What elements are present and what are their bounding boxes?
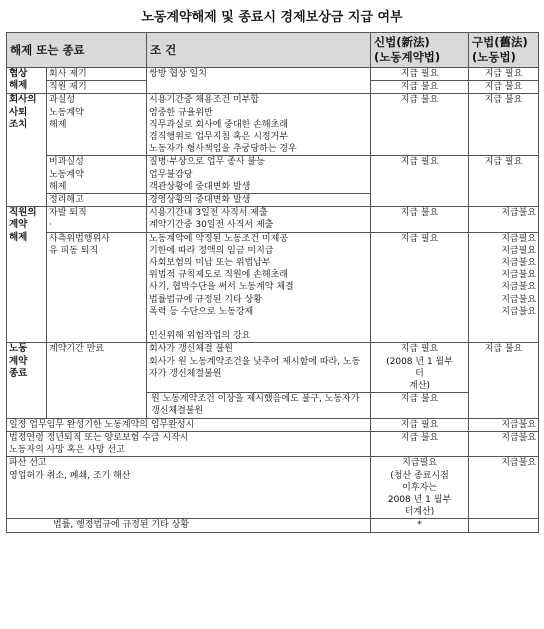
table-row: [7, 232, 539, 343]
cat-employee: 직원의 계약 해제: [7, 207, 47, 343]
old-law-value: 지급불요: [469, 431, 539, 456]
table-row: [7, 68, 539, 81]
old-law-value: 지급 필요: [469, 68, 539, 81]
sub-layoff: 정리해고: [47, 194, 147, 207]
cond-other-law: 법률, 행정법규에 규정된 기타 상황: [7, 519, 371, 532]
table-row: [7, 431, 539, 456]
old-law-value: 지급 필요: [469, 156, 539, 207]
table-row: [7, 418, 539, 431]
header-new-law: 신법(新法) (노동계약법): [371, 33, 469, 68]
new-law-value: 지급 불요: [371, 431, 469, 456]
sub-expiry: 계약기간 만료: [47, 343, 147, 418]
cond-expiry-1: 회사가 갱신체결 불원 회사가 원 노동계약조건을 낮추어 제시함에 따라, 노동자가 갱신체결불원: [147, 343, 371, 393]
cat-employer: 회사의 사퇴 조치: [7, 94, 47, 207]
cond-voluntary: 시용기간내 3일전 사직서 제출 계약기간중 30일전 사직서 제출: [147, 207, 371, 232]
cat-termination: 노동 계약 종료: [7, 343, 47, 418]
header-row: [7, 33, 539, 68]
new-law-value: 지급 필요: [371, 232, 469, 343]
cond-retirement: 법정연령 정년퇴직 또는 양로보험 수급 시작시 노동자의 사망 혹은 사망 선고: [7, 431, 371, 456]
new-law-value: 지급 필요 (2008 년 1 월부 터 계산): [371, 343, 469, 393]
new-law-value: 지급필요 (청산 종료시점 이후자는 2008 년 1 월부 터계산): [371, 457, 469, 519]
new-law-value: 지급 불요: [371, 393, 469, 418]
new-law-value: *: [371, 519, 469, 532]
new-law-value: 지급 필요: [371, 156, 469, 207]
sub-forced: 사측위법행위사 유 피동 퇴직: [47, 232, 147, 343]
cond-economic: 경영상황의 중대변화 발생: [147, 194, 371, 207]
severance-table: [6, 32, 539, 533]
old-law-values: 지급필요 지급필요 지급불요 지급불요 지급불요 지급불요 지급불요: [469, 232, 539, 343]
cond-task-done: 일정 업무임무 완성기한 노동계약의 임무완성시: [7, 418, 371, 431]
new-law-value: 지급 불요: [371, 207, 469, 232]
cond-bankruptcy: 파산 선고 영업허가 취소, 폐쇄, 조기 해산: [7, 457, 371, 519]
old-law-value: 지급 불요: [469, 343, 539, 418]
old-law-value: 지급불요: [469, 418, 539, 431]
cond-fault: 시용기간중 채용조건 미부합 엄중한 규율위반 직무과실로 회사에 중대한 손해초래 겸직행위로 업무지침 혹은 시정거부 노동자가 형사책임을 추궁당하는 경우: [147, 94, 371, 156]
sub-company-proposed: 회사 제기: [47, 68, 147, 81]
cond-expiry-2: 원 노동계약조건 이상을 제시했음에도 불구, 노동자가 갱신체결불원: [147, 393, 371, 418]
table-row: [7, 156, 539, 194]
sub-fault: 과실성 노동계약 해제: [47, 94, 147, 156]
cond-mutual: 쌍방 협상 일치: [147, 68, 371, 94]
old-law-value: 지급불요: [469, 457, 539, 519]
header-type: 해제 또는 종료: [7, 33, 147, 68]
cat-mutual: 협상 해제: [7, 68, 47, 94]
document-title: 노동계약해제 및 종료시 경제보상금 지급 여부: [141, 10, 403, 25]
new-law-value: 지급 불요: [371, 94, 469, 156]
table-row: [7, 519, 539, 532]
table-row: [7, 457, 539, 519]
cond-forced: 노동계약에 약정된 노동조건 미제공 기한에 따라 정액의 임금 미지급 사회보험의 미납 또는 위법납부 위법적 규칙제도로 직원에 손해초래 사기, 협박수단을 써서 노동계약 체결 법률법규에 규정된 기타 상황 폭력 등 수단으로 노동강제 인신위해 위험작업의 강요: [147, 232, 371, 343]
cond-nonfault: 질병·부상으로 업무 종사 불능 업무불감당 객관상황에 중대변화 발생: [147, 156, 371, 194]
new-law-value: 지급 필요: [371, 418, 469, 431]
sub-nonfault: 비과실성 노동계약 해제: [47, 156, 147, 194]
header-old-law: 구법(舊法) (노동법): [469, 33, 539, 68]
table-row: [7, 94, 539, 156]
new-law-value: 지급 불요: [371, 81, 469, 94]
table-row: [7, 343, 539, 393]
old-law-value: 지급 불요: [469, 81, 539, 94]
new-law-value: 지급 필요: [371, 68, 469, 81]
sub-employee-proposed: 직원 제기: [47, 81, 147, 94]
sub-voluntary: 자발 퇴직 ·: [47, 207, 147, 232]
table-row: [7, 207, 539, 232]
old-law-value: 지급불요: [469, 207, 539, 232]
header-condition: 조 건: [147, 33, 371, 68]
old-law-value: [469, 519, 539, 532]
old-law-value: 지급 불요: [469, 94, 539, 156]
